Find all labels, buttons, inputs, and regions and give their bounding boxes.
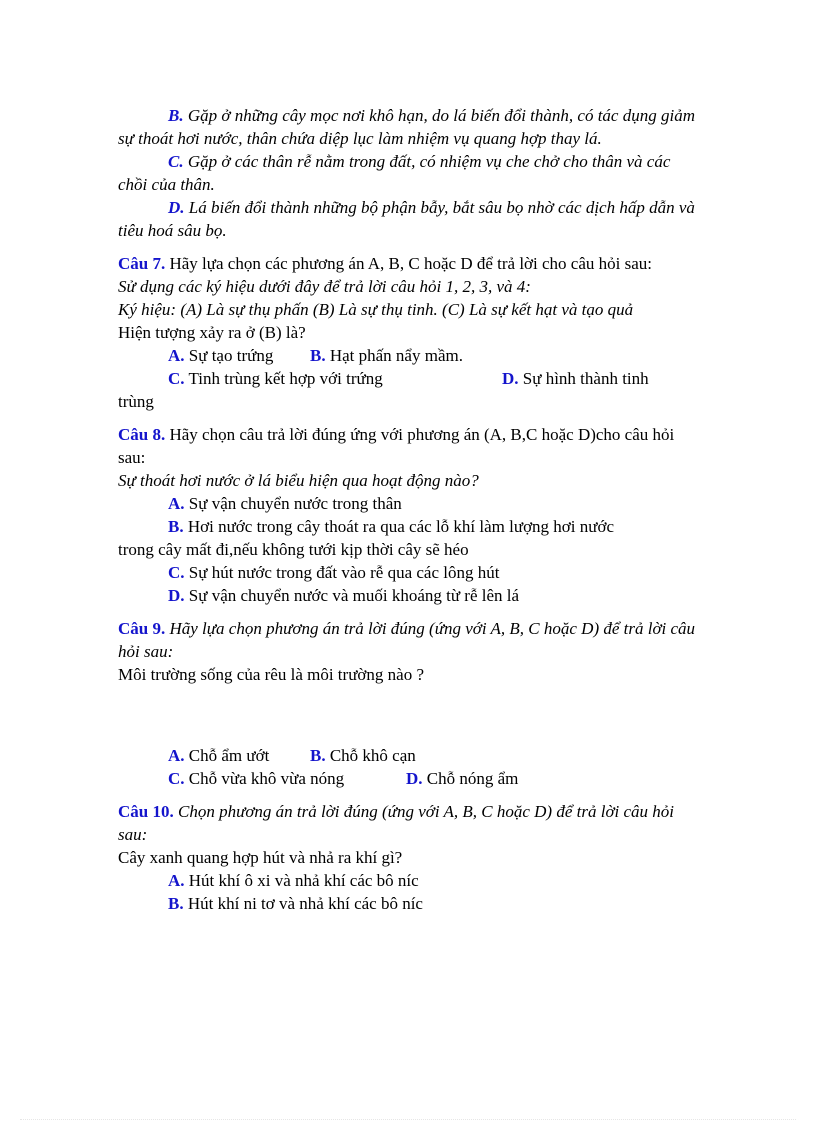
q7-option-a: A. Sự tạo trứng (168, 346, 274, 365)
q8-option-c: C. Sự hút nước trong đất vào rễ qua các lông hút (168, 563, 500, 582)
q9-header: Câu 9. Hãy lựa chọn phương án trả lời đúng (ứng với A, B, C hoặc D) để trả lời câu hỏi sau: (118, 619, 696, 661)
q7-option-c: C. Tinh trùng kết hợp với trứng (168, 369, 383, 388)
q9-option-d: D. Chỗ nóng ẩm (406, 769, 519, 788)
q9-option-b: B. Chỗ khô cạn (310, 746, 416, 765)
q7-header: Câu 7. Hãy lựa chọn các phương án A, B, C hoặc D để trả lời cho câu hỏi sau: (118, 254, 653, 273)
q9-question: Môi trường sống của rêu là môi trường nào ? (118, 665, 424, 684)
q7-question: Hiện tượng xảy ra ở (B) là? (118, 323, 306, 342)
q10-question: Cây xanh quang hợp hút và nhả ra khí gì? (118, 848, 403, 867)
q8-option-d: D. Sự vận chuyển nước và muối khoáng từ rễ lên lá (168, 586, 520, 605)
q8-option-b: B. Hơi nước trong cây thoát ra qua các lỗ khí làm lượng hơi nước (168, 517, 615, 536)
document-page (118, 104, 700, 915)
q6-option-b: B. Gặp ở những cây mọc nơi khô hạn, do lá biến đổi thành, có tác dụng giảm sự thoát hơi nước, thân chứa diệp lục làm nhiệm vụ quang hợp thay lá. (118, 106, 695, 148)
q8-option-b-continued: trong cây mất đi,nếu không tưới kịp thời cây sẽ héo (118, 540, 469, 559)
q9-options-row-2 (118, 767, 700, 790)
q8-header: Câu 8. Hãy chọn câu trả lời đúng ứng với phương án (A, B,C hoặc D)cho câu hỏi sau: (118, 425, 675, 467)
q7-context: Sử dụng các ký hiệu dưới đây để trả lời câu hỏi 1, 2, 3, và 4: (118, 277, 531, 296)
q8-question: Sự thoát hơi nước ở lá biểu hiện qua hoạt động nào? (118, 471, 479, 490)
q7-option-d: D. Sự hình thành tinh (502, 369, 649, 388)
q7-symbols: Ký hiệu: (A) Là sự thụ phấn (B) Là sự thụ tinh. (C) Là sự kết hạt và tạo quả (118, 300, 634, 319)
q9-options-row-1 (118, 744, 700, 767)
q7-options-row-1 (118, 344, 700, 367)
q7-option-b: B. Hạt phấn nẩy mầm. (310, 346, 463, 365)
q8-option-a: A. Sự vận chuyển nước trong thân (168, 494, 402, 513)
q9-option-a: A. Chỗ ẩm ướt (168, 746, 270, 765)
q7-options-row-2 (118, 367, 700, 390)
q6-option-d: D. Lá biến đổi thành những bộ phận bẫy, bắt sâu bọ nhờ các dịch hấp dẫn và tiêu hoá sâu bọ. (118, 198, 695, 240)
q6-option-c: C. Gặp ở các thân rễ nằm trong đất, có nhiệm vụ che chở cho thân và các chồi của thân. (118, 152, 671, 194)
q10-option-b: B. Hút khí ni tơ và nhả khí các bô níc (168, 894, 423, 913)
q9-option-c: C. Chỗ vừa khô vừa nóng (168, 769, 345, 788)
q10-option-a: A. Hút khí ô xi và nhả khí các bô níc (168, 871, 419, 890)
page-bottom-divider (20, 1119, 796, 1120)
q7-option-d-continued: trùng (118, 392, 154, 411)
q10-header: Câu 10. Chọn phương án trả lời đúng (ứng với A, B, C hoặc D) để trả lời câu hỏi sau: (118, 802, 675, 844)
